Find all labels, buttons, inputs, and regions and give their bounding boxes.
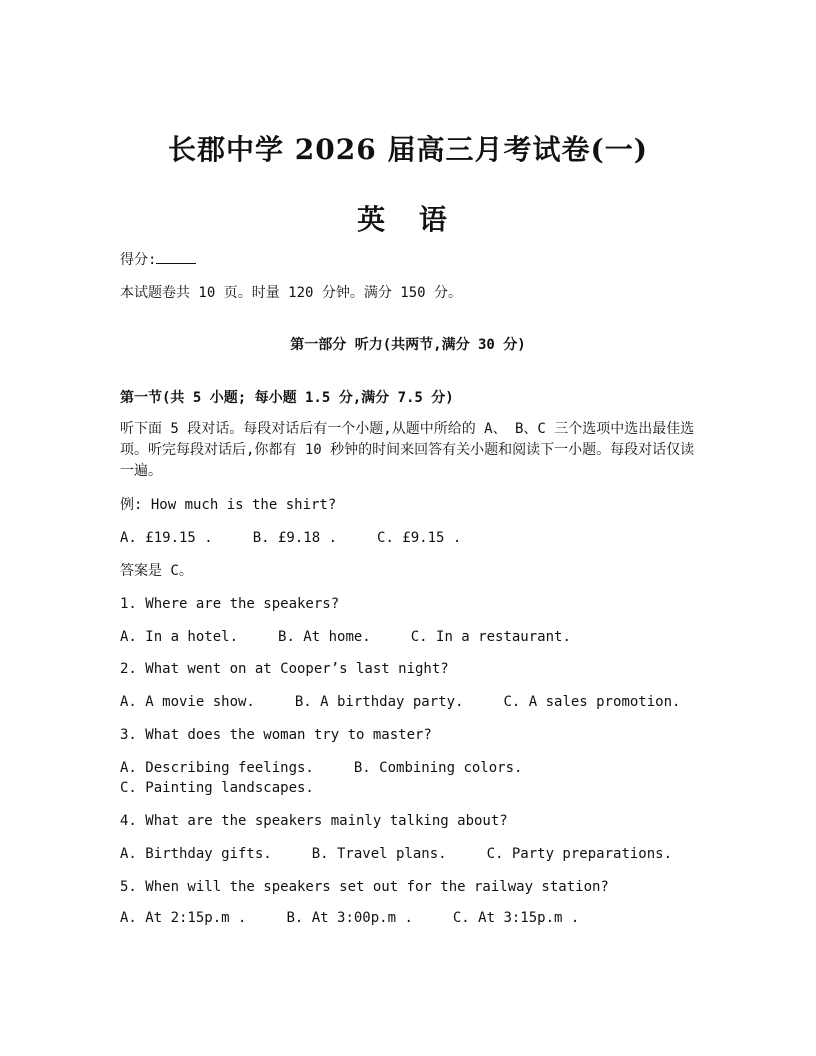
question-3: 3. What does the woman try to master? xyxy=(120,727,432,743)
question-5-options xyxy=(120,908,579,928)
q5-option-a: A. At 2:15p.m . xyxy=(120,910,247,926)
question-1: 1. Where are the speakers? xyxy=(120,596,340,612)
question-4: 4. What are the speakers mainly talking about? xyxy=(120,813,508,829)
q3-option-a: A. Describing feelings. xyxy=(120,760,314,776)
q4-option-c: C. Party preparations. xyxy=(486,846,673,862)
question-5: 5. When will the speakers set out for the railway station? xyxy=(120,879,609,895)
part1-heading: 第一部分 听力(共两节,满分 30 分) xyxy=(290,337,526,353)
question-4-options xyxy=(120,844,672,864)
example-answer: 答案是 C。 xyxy=(120,563,193,579)
q4-option-b: B. Travel plans. xyxy=(311,846,447,862)
question-2: 2. What went on at Cooper’s last night? xyxy=(120,661,449,677)
example-option-b: B. £9.18 . xyxy=(252,530,338,546)
example-options xyxy=(120,528,461,548)
q3-option-b: B. Combining colors. xyxy=(353,760,523,776)
subject-title: 英 语 xyxy=(357,203,459,236)
q2-option-a: A. A movie show. xyxy=(120,694,255,710)
q5-option-b: B. At 3:00p.m . xyxy=(286,910,413,926)
q1-option-a: A. In a hotel. xyxy=(120,629,239,645)
q1-option-c: C. In a restaurant. xyxy=(410,629,571,645)
instructions-text: 听下面 5 段对话。每段对话后有一个小题,从题中所给的 A、 B、C 三个选项中选出最佳选项。听完每段对话后,你都有 10 秒钟的时间来回答有关小题和阅读下一小题。每段对话仅读一遍。 xyxy=(120,421,695,479)
q2-option-b: B. A birthday party. xyxy=(294,694,464,710)
example-option-a: A. £19.15 . xyxy=(120,530,213,546)
question-3-options xyxy=(120,758,700,798)
example-question: 例: How much is the shirt? xyxy=(120,497,337,513)
q4-option-a: A. Birthday gifts. xyxy=(120,846,272,862)
q3-option-c: C. Painting landscapes. xyxy=(120,780,314,796)
section1-heading: 第一节(共 5 小题; 每小题 1.5 分,满分 7.5 分) xyxy=(120,390,454,406)
score-label: 得分: xyxy=(120,252,157,268)
score-blank[interactable] xyxy=(156,249,196,264)
question-1-options xyxy=(120,627,571,647)
q1-option-b: B. At home. xyxy=(278,629,371,645)
question-2-options xyxy=(120,692,680,712)
exam-title: 长郡中学 2026 届高三月考试卷(一) xyxy=(168,133,648,166)
intro-text: 本试题卷共 10 页。时量 120 分钟。满分 150 分。 xyxy=(120,285,463,301)
example-option-c: C. £9.15 . xyxy=(377,530,462,546)
score-line xyxy=(120,249,196,270)
q2-option-c: C. A sales promotion. xyxy=(503,694,681,710)
q5-option-c: C. At 3:15p.m . xyxy=(452,910,580,926)
